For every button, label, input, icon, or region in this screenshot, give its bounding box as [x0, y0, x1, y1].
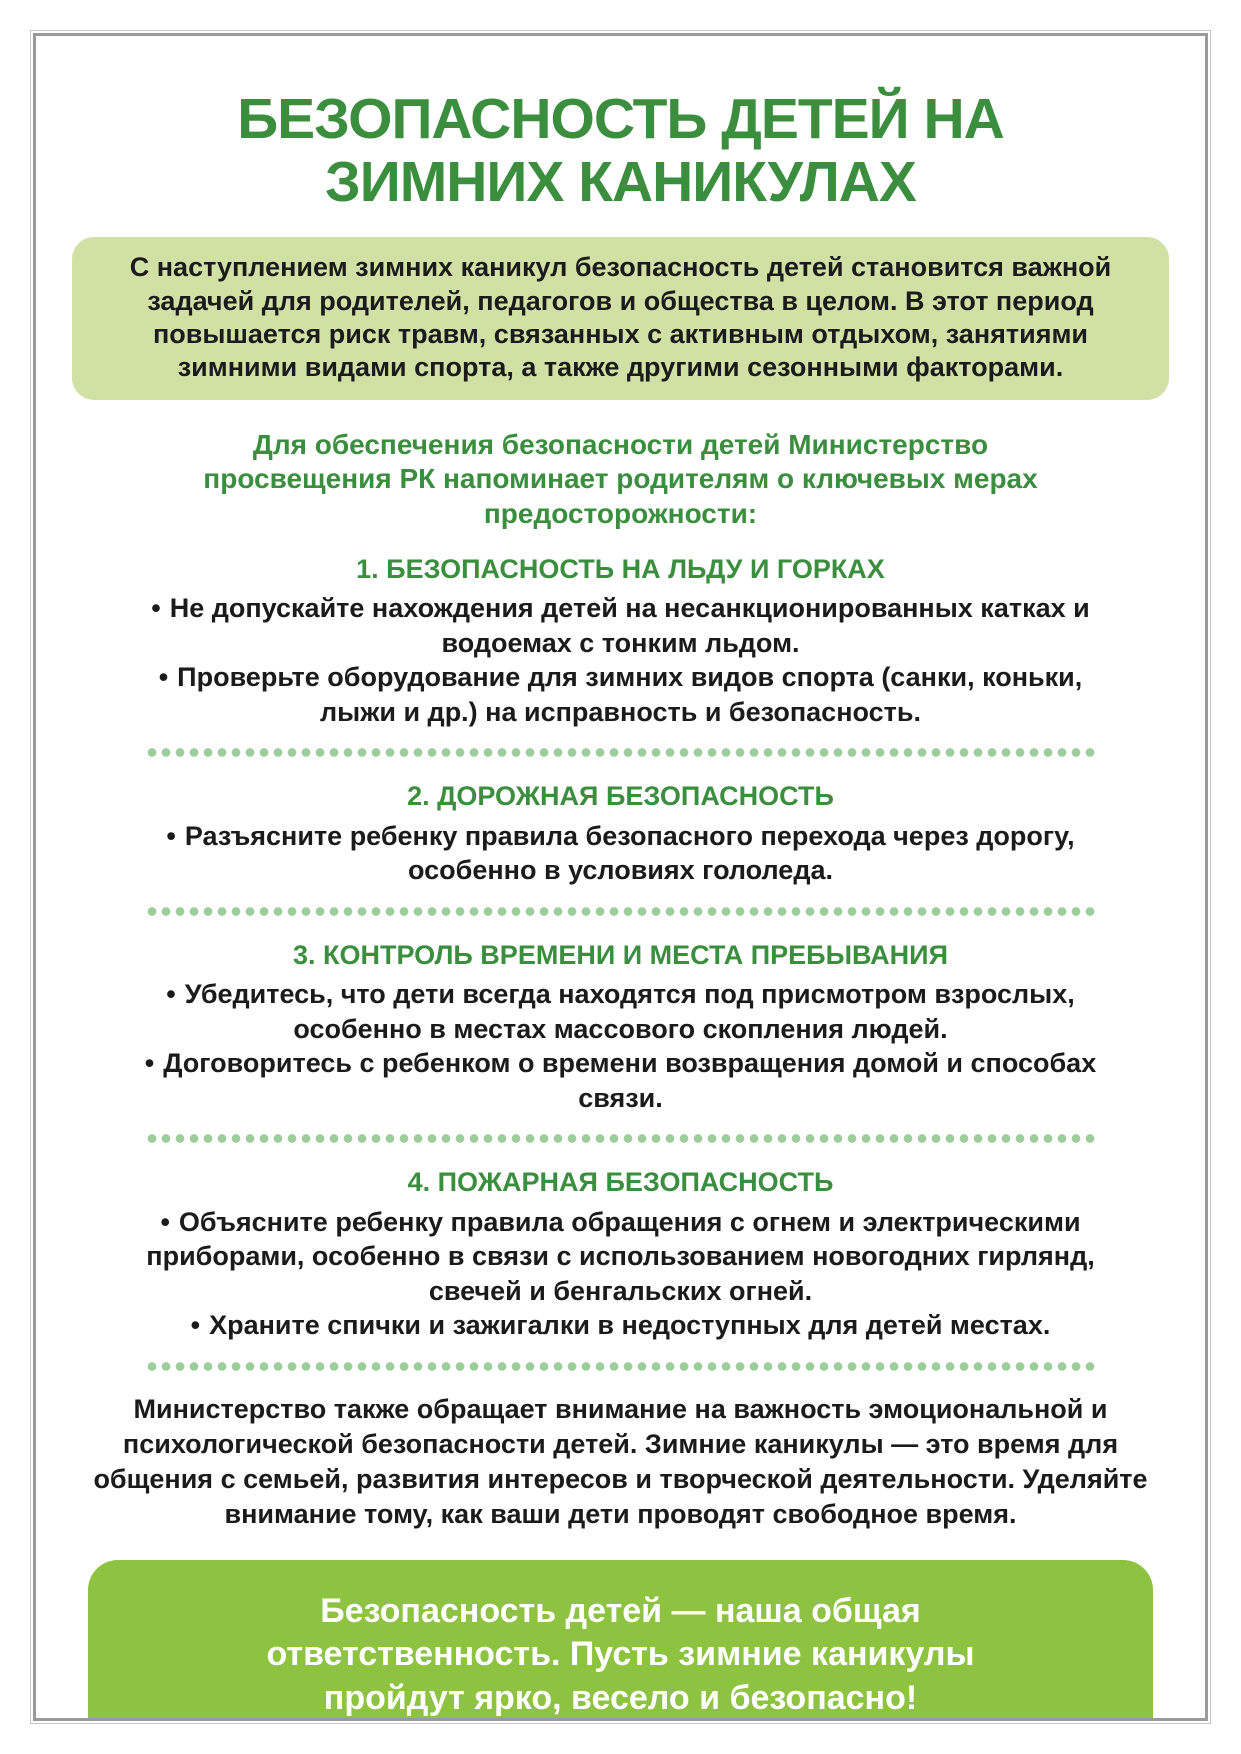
section-bullets — [131, 819, 1111, 888]
bullet-item — [131, 819, 1111, 888]
section — [36, 1166, 1205, 1372]
bullet-text: Объясните ребенку правила обращения с огнем и электрическими приборами, особенно в связи с использованием новогодних гирлянд, свечей и бенгальских огней. — [146, 1206, 1095, 1306]
bullet-text: Договоритесь с ребенком о времени возвращения домой и способах связи. — [163, 1048, 1097, 1113]
dotted-separator — [145, 1133, 1097, 1144]
bullet-icon: • — [166, 820, 176, 851]
bullet-text: Проверьте оборудование для зимних видов спорта (санки, коньки, лыжи и др.) на исправность и безопасность. — [177, 662, 1083, 727]
section-bullets — [131, 977, 1111, 1115]
poster-title-line-1: БЕЗОПАСНОСТЬ ДЕТЕЙ НА — [237, 87, 1004, 151]
footer-text: Безопасность детей — наша общая ответственность. Пусть зимние каникулы пройдут ярко, весело и безопасно! — [266, 1592, 975, 1717]
section — [36, 939, 1205, 1145]
sections-container — [36, 553, 1205, 1372]
footer-banner — [88, 1560, 1153, 1721]
section-bullets — [131, 1205, 1111, 1343]
bullet-icon: • — [158, 662, 169, 693]
bullet-text: Разъясните ребенку правила безопасного перехода через дорогу, особенно в условиях гололеда. — [184, 820, 1075, 886]
bullet-item — [131, 660, 1111, 729]
bullet-item — [131, 1046, 1111, 1115]
bullet-icon: • — [190, 1310, 201, 1341]
section-bullets — [131, 591, 1111, 729]
bullet-item — [131, 591, 1111, 660]
section — [36, 553, 1205, 759]
intro-box — [72, 237, 1169, 400]
section-title: 2. ДОРОЖНАЯ БЕЗОПАСНОСТЬ — [407, 781, 834, 812]
bullet-icon: • — [166, 979, 176, 1010]
bullet-text: Храните спички и зажигалки в недоступных для детей местах. — [209, 1310, 1051, 1341]
section — [36, 780, 1205, 916]
dotted-separator — [145, 747, 1097, 758]
bullet-item — [131, 1308, 1111, 1343]
dotted-separator — [145, 1361, 1097, 1372]
section-title: 4. ПОЖАРНАЯ БЕЗОПАСНОСТЬ — [407, 1167, 834, 1198]
dotted-separator — [145, 906, 1097, 917]
bullet-text: Убедитесь, что дети всегда находятся под присмотром взрослых, особенно в местах массового скопления людей. — [184, 979, 1075, 1044]
page-frame — [30, 30, 1211, 1724]
section-title: 1. БЕЗОПАСНОСТЬ НА ЛЬДУ И ГОРКАХ — [356, 553, 885, 584]
section-title: 3. КОНТРОЛЬ ВРЕМЕНИ И МЕСТА ПРЕБЫВАНИЯ — [292, 939, 948, 970]
poster-title — [36, 88, 1205, 213]
intro-text: С наступлением зимних каникул безопасность детей становится важной задачей для родителей, педагогов и общества в целом. В этот период повышается риск травм, связанных с активным отдыхом, занятиями зимними видами спорта, а также другими сезонными факторами. — [129, 252, 1112, 382]
subtitle: Для обеспечения безопасности детей Министерство просвещения РК напоминает родителям о ключевых мерах предосторожности: — [203, 429, 1038, 529]
bullet-text: Не допускайте нахождения детей на несанкционированных катках и водоемах с тонким льдом. — [169, 593, 1090, 658]
bullet-icon: • — [144, 1048, 155, 1079]
page-frame-inner — [33, 33, 1208, 1721]
bullet-icon: • — [160, 1206, 170, 1237]
closing-paragraph: Министерство также обращает внимание на важность эмоциональной и психологической безопасности детей. Зимние каникулы — это время для общения с семьей, развития интересов и творческой деятельности. Уделяйте внимание тому, как ваши дети проводят свободное время. — [93, 1393, 1148, 1530]
poster-title-line-2: ЗИМНИХ КАНИКУЛАХ — [325, 149, 916, 214]
bullet-item — [131, 1205, 1111, 1309]
bullet-icon: • — [151, 593, 161, 624]
bullet-item — [131, 977, 1111, 1046]
